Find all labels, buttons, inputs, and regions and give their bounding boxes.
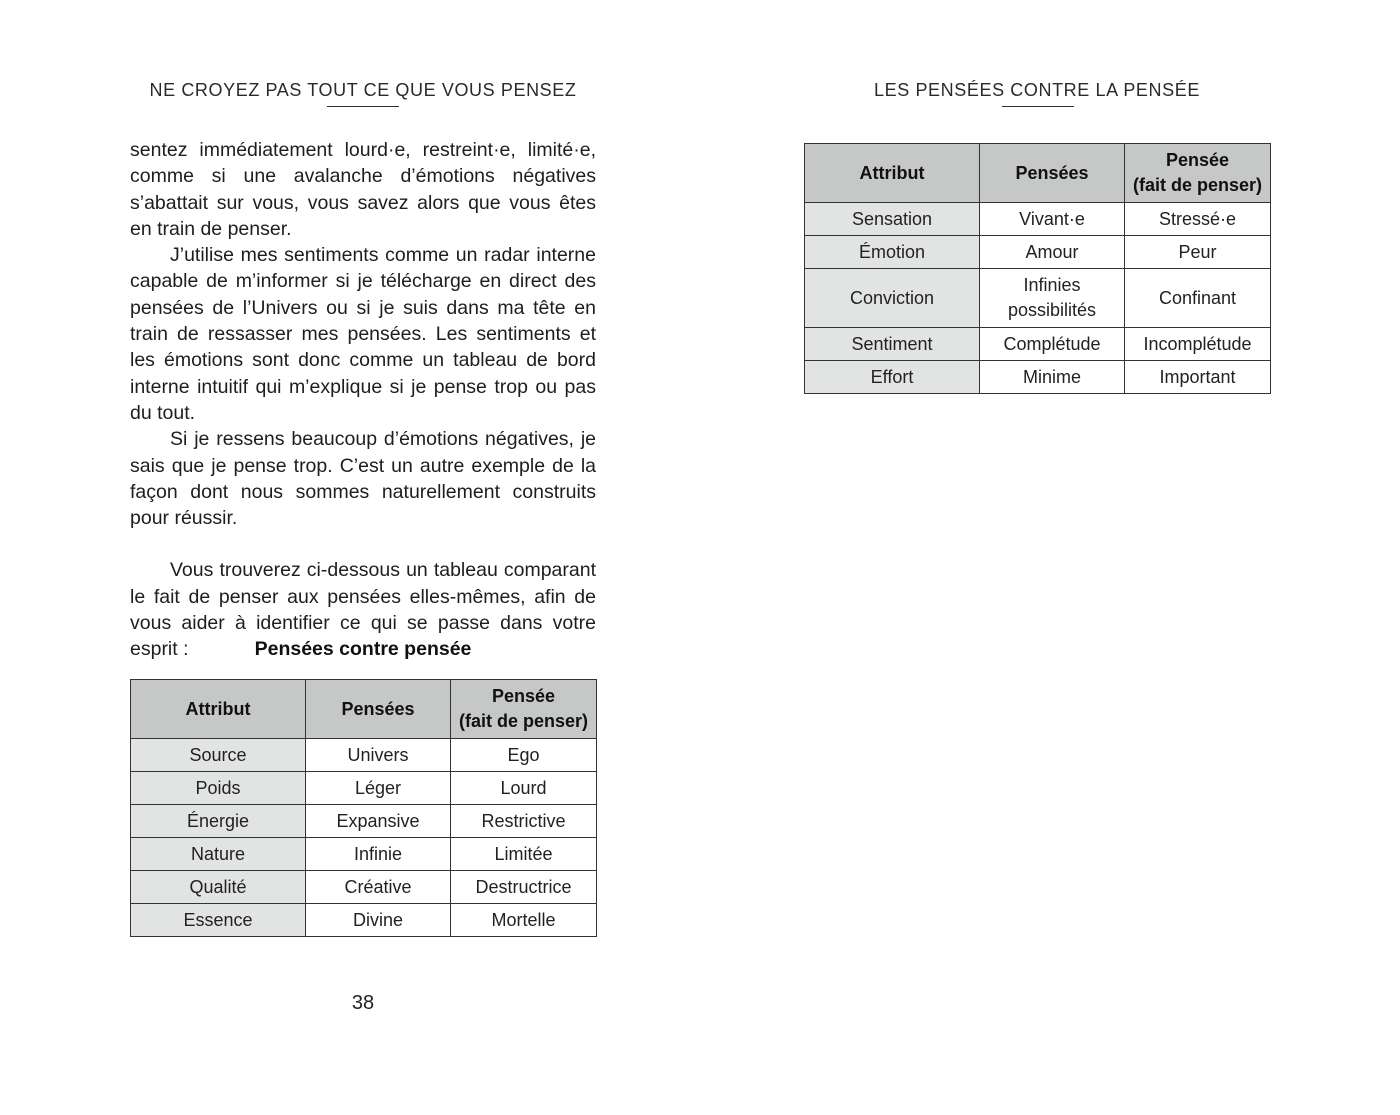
table-caption: Pensées contre pensée [254,638,472,660]
right-page [700,0,1400,1115]
table-cell: Poids [131,772,306,805]
table-cell: Infinie [306,838,451,871]
running-head: NE CROYEZ PAS TOUT CE QUE VOUS PENSEZ [149,80,577,100]
table-cell: Essence [131,904,306,937]
paragraph: Si je ressens beaucoup d’émotions négatives, je sais que je pense trop. C’est un autre exemple de la façon dont nous sommes naturellement construits pour réussir. [130,428,596,530]
body-text [130,137,596,663]
table-cell: Expansive [306,805,451,838]
table-row [131,739,597,772]
table-header-row [131,680,597,739]
table-cell-line: possibilités [1007,300,1097,320]
table-cell: Ego [451,739,597,772]
table-cell: Conviction [805,269,980,328]
table-cell: Léger [306,772,451,805]
column-header-line: (fait de penser) [1132,175,1263,195]
column-header-line: Pensée [491,686,556,706]
table-row [805,236,1271,269]
table-cell-line: Infinies [1023,275,1081,295]
column-header-line: (fait de penser) [458,711,589,731]
table-cell: Complétude [980,328,1125,361]
column-header: Attribut [805,144,980,203]
table-row [131,871,597,904]
table-cell: Univers [306,739,451,772]
table-cell: Énergie [131,805,306,838]
column-header: Pensées [980,144,1125,203]
table-cell: Vivant·e [980,203,1125,236]
column-header [451,680,597,739]
page-number: 38 [351,992,375,1014]
table-cell: Stressé·e [1125,203,1271,236]
table-cell: Créative [306,871,451,904]
comparison-table-continued [804,143,1271,394]
table-cell: Nature [131,838,306,871]
running-head-rule [327,106,399,107]
table-cell: Effort [805,361,980,394]
table-row [805,203,1271,236]
table-cell: Qualité [131,871,306,904]
table-cell: Sensation [805,203,980,236]
table-row [805,328,1271,361]
running-head: LES PENSÉES CONTRE LA PENSÉE [874,80,1200,100]
table-row [131,838,597,871]
comparison-table [130,679,597,937]
table-cell: Important [1125,361,1271,394]
table-cell: Destructrice [451,871,597,904]
table-row [805,361,1271,394]
paragraph: sentez immédiatement lourd·e, restreint·e, limité·e, comme si une avalanche d’émotions négatives s’abattait sur vous, vous savez alors que vous êtes en train de penser. [130,139,596,240]
column-header-line: Pensée [1165,150,1230,170]
table-cell: Lourd [451,772,597,805]
table-cell: Mortelle [451,904,597,937]
column-header [1125,144,1271,203]
table-cell: Confinant [1125,269,1271,328]
table-header-row [805,144,1271,203]
running-head-rule [1002,106,1074,107]
table-cell: Restrictive [451,805,597,838]
table-cell: Sentiment [805,328,980,361]
column-header: Attribut [131,680,306,739]
table-cell: Divine [306,904,451,937]
table-cell: Limitée [451,838,597,871]
table-cell: Minime [980,361,1125,394]
paragraph: J’utilise mes sentiments comme un radar interne capable de m’informer si je télécharge en direct des pensées de l’Univers ou si je suis dans ma tête en train de ressasser mes pensées. Les sentiments et les émotions sont donc comme un tableau de bord interne intuitif qui m’explique si je pense trop ou pas du tout. [130,244,596,424]
table-cell [980,269,1125,328]
table-cell: Amour [980,236,1125,269]
table-cell: Incomplétude [1125,328,1271,361]
table-row [131,904,597,937]
column-header: Pensées [306,680,451,739]
table-cell: Émotion [805,236,980,269]
table-row [805,269,1271,328]
table-cell: Source [131,739,306,772]
table-row [131,772,597,805]
table-row [131,805,597,838]
paragraph: Vous trouverez ci-dessous un tableau comparant le fait de penser aux pensées elles-mêmes, afin de vous aider à identifier ce qui se passe dans votre esprit : [130,559,596,661]
table-cell: Peur [1125,236,1271,269]
